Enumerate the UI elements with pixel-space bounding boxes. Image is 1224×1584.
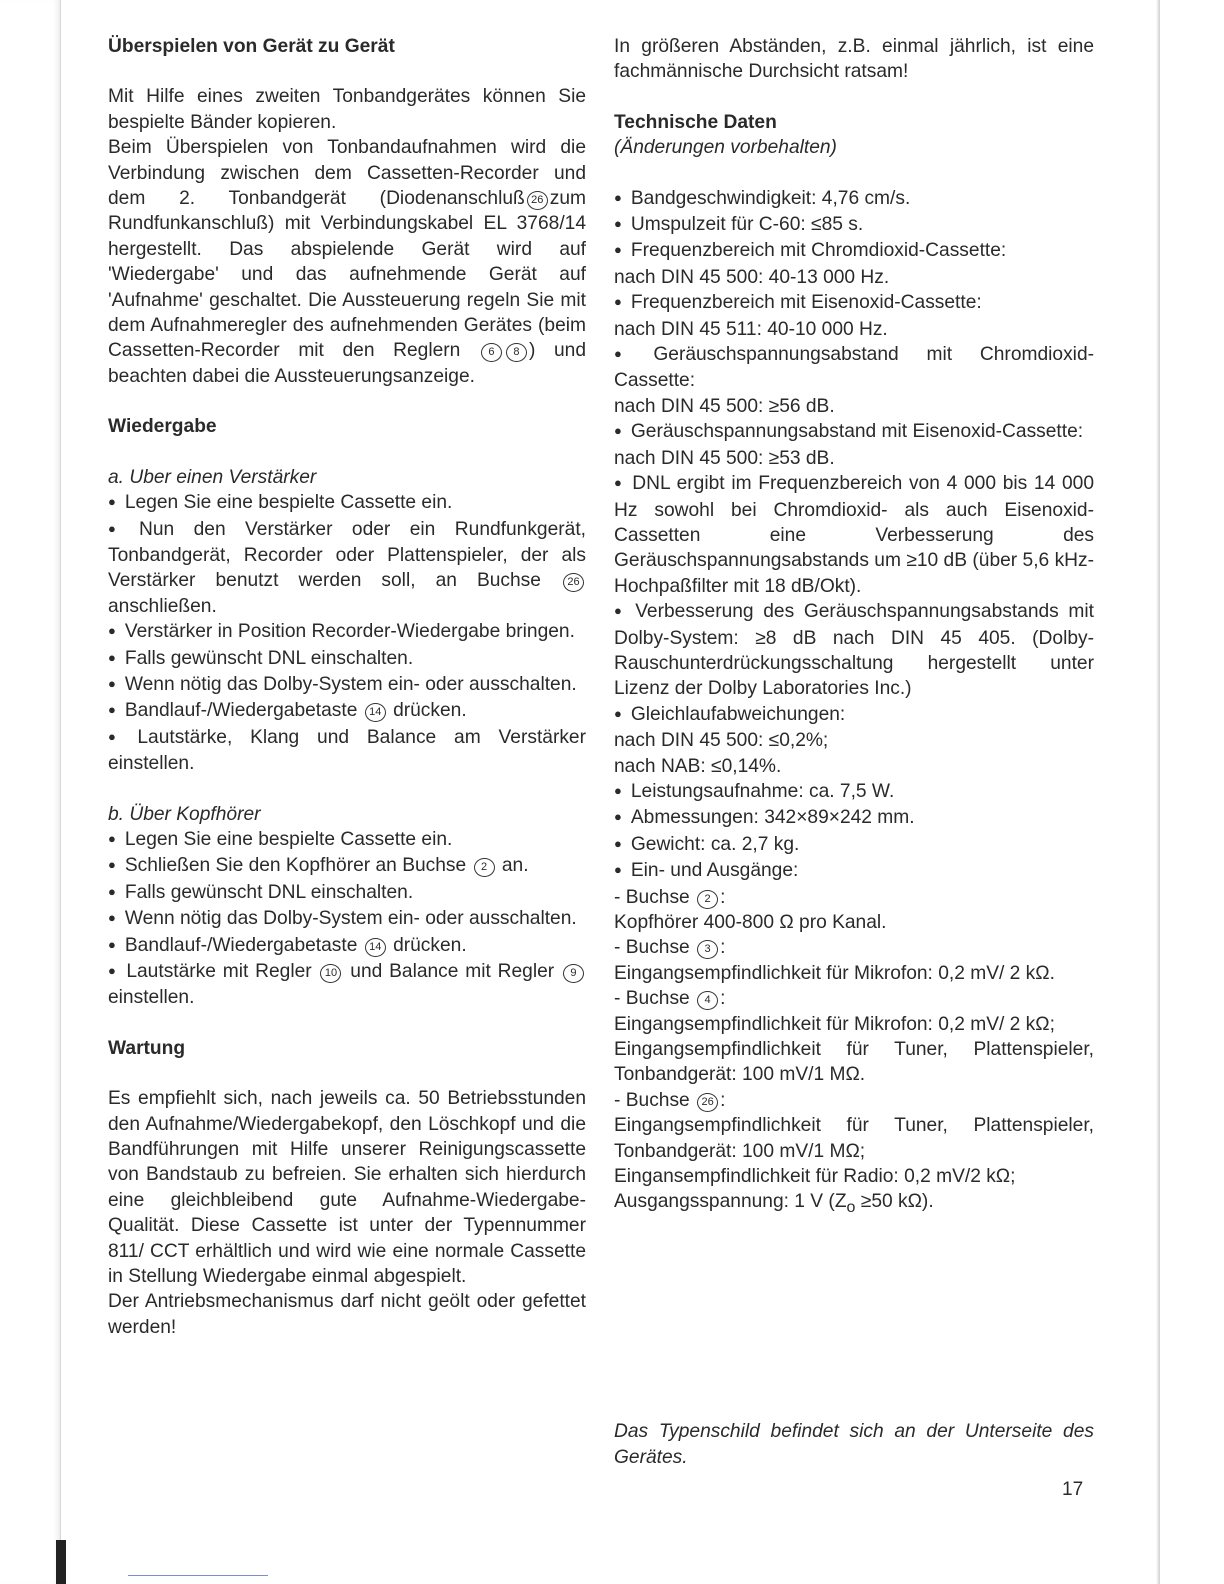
- ref-2-icon: 2: [697, 890, 718, 909]
- spec-detail: nach DIN 45 500: ≥53 dB.: [614, 447, 835, 469]
- ref-9-icon: 9: [563, 964, 584, 983]
- ref-26-icon: 26: [563, 573, 584, 592]
- spec-item: ● Umspulzeit für C-60: ≤85 s.: [614, 212, 1094, 238]
- list-item: ● Lautstärke mit Regler 10 und Balance mit Regler 9 einstellen.: [108, 959, 586, 1011]
- ref-4-icon: 4: [697, 991, 718, 1010]
- ref-14-icon: 14: [365, 703, 386, 722]
- spec-item: ● Geräuschspannungsabstand mit Eisenoxid-Cassette:: [614, 419, 1094, 445]
- spec-item: ● Bandgeschwindigkeit: 4,76 cm/s.: [614, 186, 1094, 212]
- left-column: [108, 34, 586, 1340]
- service-intro: In größeren Abständen, z.B. einmal jährlich, ist eine fachmännische Durchsicht ratsam!: [614, 36, 1094, 83]
- socket-item: - Buchse 3 :: [614, 937, 726, 959]
- socket-item: - Buchse 4 :: [614, 988, 726, 1010]
- socket-detail: Eingangsempfindlichkeit für Tuner, Plattenspieler, Tonbandgerät: 100 mV/1 MΩ.: [614, 1039, 1094, 1086]
- ref-10-icon: 10: [320, 964, 341, 983]
- list-item: ● Lautstärke, Klang und Balance am Verstärker einstellen.: [108, 725, 586, 777]
- socket-detail: Kopfhörer 400-800 Ω pro Kanal.: [614, 912, 887, 933]
- list-item: ● Bandlauf-/Wiedergabetaste 14 drücken.: [108, 933, 586, 959]
- socket-detail: Ausgangsspannung: 1 V ($Z_o \ge 50$ kΩ).: [614, 1191, 934, 1217]
- spec-item: ● Abmessungen: 342×89×242 mm.: [614, 805, 1094, 831]
- spec-detail: nach DIN 45 500: ≤0,2%;: [614, 730, 829, 752]
- maintenance-paragraph-1: Es empfiehlt sich, nach jeweils ca. 50 Betriebsstunden den Aufnahme/Wiedergabekopf, den Löschkopf und die Bandführungen mit Hilfe unserer Reinigungscassette von Bandstaub zu befreien. Sie erhalten sich hierdurch eine gleichbleibend gute Aufnahme-Wiedergabe-Qualität. Diese Cassette ist unter der Typennummer 811/ CCT erhältlich und wird wie eine normale Cassette in Stellung Wiedergabe einmal abgespielt.: [108, 1088, 586, 1288]
- list-item: ● Nun den Verstärker oder ein Rundfunkgerät, Tonbandgerät, Recorder oder Plattenspieler, der als Verstärker benutzt werden soll, an Buchse 26 anschließen.: [108, 517, 586, 620]
- technical-note: (Änderungen vorbehalten): [614, 137, 837, 159]
- spec-item: ● Leistungsaufnahme: ca. 7,5 W.: [614, 779, 1094, 805]
- socket-detail: Eingansempfindlichkeit für Radio: 0,2 mV/2 kΩ;: [614, 1166, 1016, 1188]
- list-item: ● Schließen Sie den Kopfhörer an Buchse 2 an.: [108, 853, 586, 879]
- type-plate-note: Das Typenschild befindet sich an der Unterseite des Gerätes.: [614, 1421, 1094, 1468]
- spec-item: ● Frequenzbereich mit Eisenoxid-Cassette:: [614, 290, 1094, 316]
- spec-item: ● Gleichlaufabweichungen:: [614, 702, 1094, 728]
- list-item: ● Falls gewünscht DNL einschalten.: [108, 880, 586, 906]
- list-item: ● Legen Sie eine bespielte Cassette ein.: [108, 827, 586, 853]
- page-number: 17: [1062, 1479, 1084, 1500]
- ref-3-icon: 3: [697, 940, 718, 959]
- subheading-amplifier: a. Uber einen Verstärker: [108, 466, 317, 488]
- spec-detail: nach DIN 45 511: 40-10 000 Hz.: [614, 318, 888, 340]
- spec-detail: nach DIN 45 500: ≥56 dB.: [614, 395, 835, 417]
- ref-8-icon: 8: [506, 343, 527, 362]
- subheading-headphones: b. Über Kopfhörer: [108, 803, 261, 825]
- socket-item: - Buchse 26 :: [614, 1089, 726, 1111]
- spec-item: ● DNL ergibt im Frequenzbereich von 4 000 bis 14 000 Hz sowohl bei Chromdioxid- als auch Eisenoxid-Cassetten eine Verbesserung des Geräuschspannungsabstands um ≥10 dB (über 5,6 kHz-Hochpaßfilter mit 18 dB/Okt).: [614, 471, 1094, 599]
- heading-maintenance: Wartung: [108, 1037, 186, 1059]
- ref-26-icon: 26: [697, 1093, 718, 1112]
- spec-item: ● Frequenzbereich mit Chromdioxid-Cassette:: [614, 238, 1094, 264]
- socket-detail: Eingangsempfindlichkeit für Mikrofon: 0,2 mV/ 2 kΩ.: [614, 962, 1055, 984]
- heading-technical-data: Technische Daten: [614, 111, 777, 133]
- spec-detail: nach NAB: ≤0,14%.: [614, 755, 782, 777]
- spec-item: ● Verbesserung des Geräuschspannungsabstands mit Dolby-System: ≥8 dB nach DIN 45 405. (Dolby-Rauschunterdrückungsschaltung hergestellt unter Lizenz der Dolby Laboratories Inc.): [614, 599, 1094, 702]
- ref-26-icon: 26: [527, 191, 548, 210]
- maintenance-paragraph-2: Der Antriebsmechanismus darf nicht geölt oder gefettet werden!: [108, 1291, 586, 1338]
- ref-2-icon: 2: [474, 858, 495, 877]
- spec-item: ● Geräuschspannungsabstand mit Chromdioxid-Cassette:: [614, 342, 1094, 394]
- list-item: ● Wenn nötig das Dolby-System ein- oder ausschalten.: [108, 906, 586, 932]
- heading-transfer: Überspielen von Gerät zu Gerät: [108, 36, 395, 57]
- spec-detail: nach DIN 45 500: 40-13 000 Hz.: [614, 266, 890, 288]
- list-item: ● Bandlauf-/Wiedergabetaste 14 drücken.: [108, 698, 586, 724]
- ref-6-icon: 6: [481, 343, 502, 362]
- list-item: ● Wenn nötig das Dolby-System ein- oder ausschalten.: [108, 672, 586, 698]
- list-item: ● Legen Sie eine bespielte Cassette ein.: [108, 490, 586, 516]
- spec-item: ● Gewicht: ca. 2,7 kg.: [614, 832, 1094, 858]
- list-item: ● Verstärker in Position Recorder-Wiedergabe bringen.: [108, 619, 586, 645]
- transfer-paragraph-1: Mit Hilfe eines zweiten Tonbandgerätes können Sie bespielte Bänder kopieren.: [108, 86, 586, 133]
- list-item: ● Falls gewünscht DNL einschalten.: [108, 646, 586, 672]
- heading-playback: Wiedergabe: [108, 416, 217, 438]
- transfer-paragraph-2: Beim Überspielen von Tonbandaufnahmen wird die Verbindung zwischen dem Cassetten-Recorder und dem 2. Tonbandgerät (Diodenanschluß 26 zum Rundfunkanschluß) mit Verbindungskabel EL 3768/14 hergestellt. Das abspielende Gerät wird auf 'Wiedergabe' und das aufnehmende Gerät auf 'Aufnahme' geschaltet. Die Aussteuerung regeln Sie mit dem Aufnahmeregler des aufnehmenden Gerätes (beim Cassetten-Recorder mit den Reglern 6 8 ) und beachten dabei die Aussteuerungsanzeige.: [108, 137, 586, 387]
- socket-detail: Eingangsempfindlichkeit für Mikrofon: 0,2 mV/ 2 kΩ;: [614, 1013, 1055, 1035]
- spec-item: ● Ein- und Ausgänge:: [614, 858, 1094, 884]
- socket-item: - Buchse 2 :: [614, 886, 726, 908]
- ref-14-icon: 14: [365, 938, 386, 957]
- socket-detail: Eingangsempfindlichkeit für Tuner, Plattenspieler, Tonbandgerät: 100 mV/1 MΩ;: [614, 1115, 1094, 1162]
- right-column: [614, 34, 1094, 1221]
